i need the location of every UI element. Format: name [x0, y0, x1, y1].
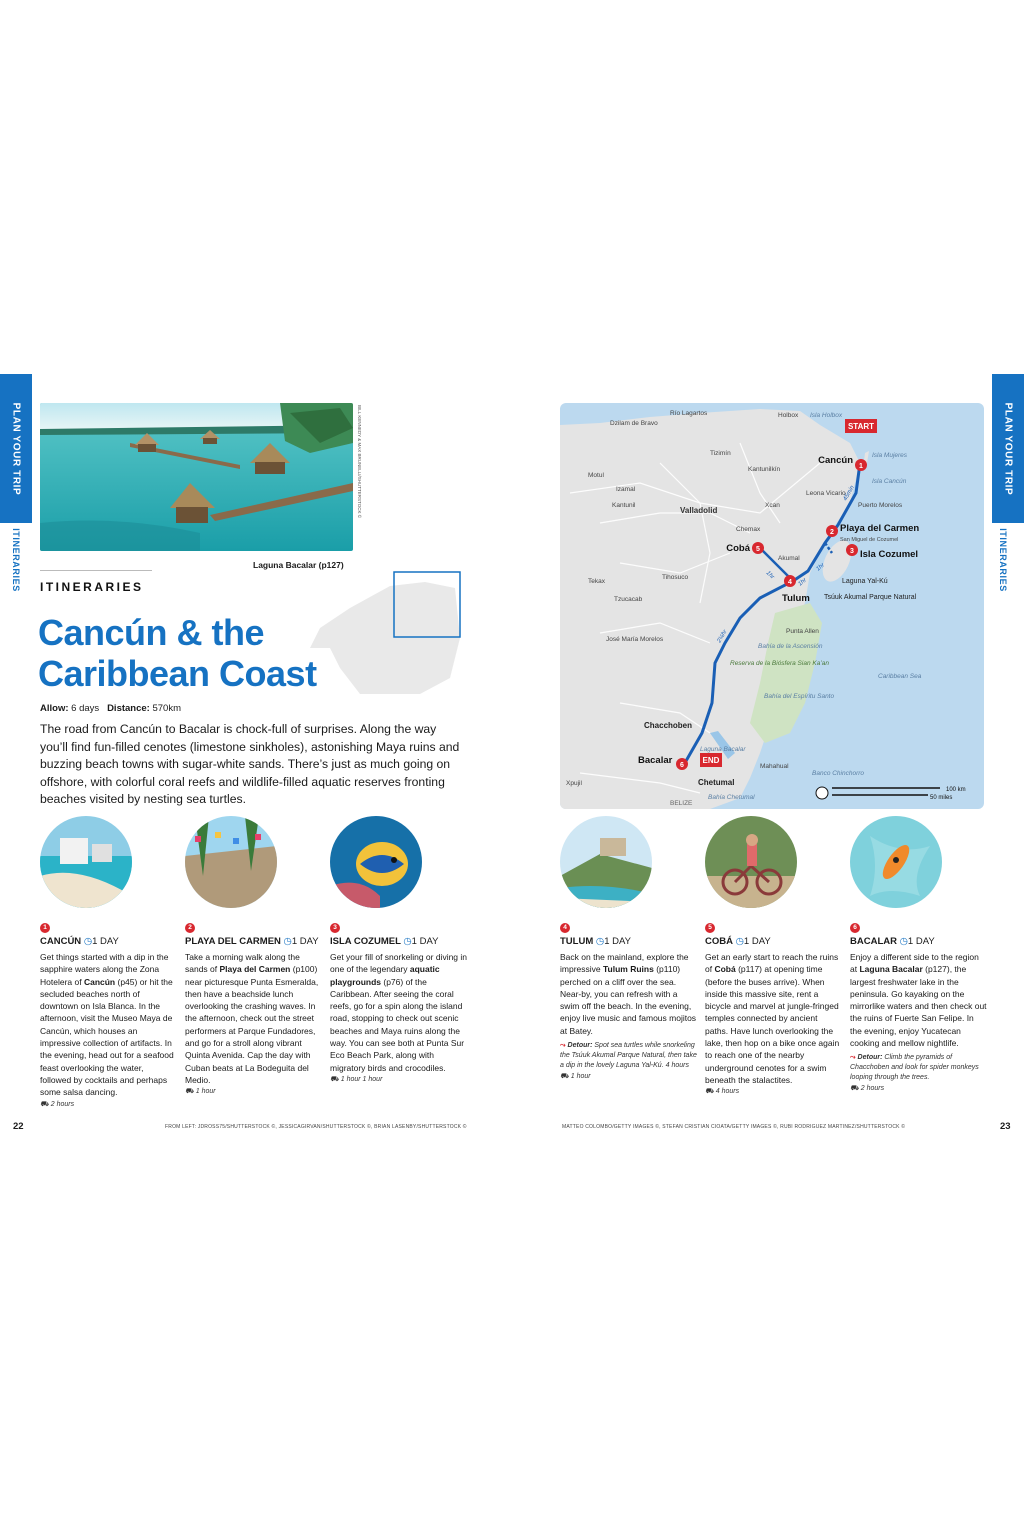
map-place-banco-chinchorro: Banco Chinchorro: [812, 770, 865, 777]
stop-number-badge: 6: [850, 923, 860, 933]
map-place-isla-cancun: Isla Cancún: [872, 478, 907, 485]
stop-heading: [560, 936, 697, 947]
map-place-isla-mujeres: Isla Mujeres: [872, 452, 908, 459]
map-place-akumal: Akumal: [778, 555, 800, 562]
map-stop-1-num: 1: [859, 463, 863, 470]
map-stop-3-num: 3: [850, 548, 854, 555]
stop-heading: [185, 936, 322, 947]
stop-name: TULUM: [560, 936, 594, 947]
map-end-label: END: [702, 756, 720, 765]
map-place-bahia-chetumal: Bahía Chetumal: [708, 794, 755, 801]
route-map: [560, 403, 984, 809]
stop-duration: 1 DAY: [743, 936, 771, 947]
stop-detour: [560, 1041, 697, 1071]
map-place-belize: BELIZE: [670, 800, 693, 807]
stop-travel-time-text: 1 hour: [195, 1088, 216, 1096]
map-place-motul: Motul: [588, 472, 604, 479]
detour-icon: ⤳: [850, 1054, 858, 1062]
stop-name: COBÁ: [705, 936, 733, 947]
map-place-san-miguel: San Miguel de Cozumel: [840, 537, 899, 543]
stop-duration: 1 DAY: [604, 936, 631, 947]
stop-travel-time-text: 2 hours: [860, 1085, 885, 1093]
map-stop-4-num: 4: [788, 579, 792, 586]
stop-number-badge: 2: [185, 923, 195, 933]
cancun-beach-photo: [40, 816, 132, 908]
stop-travel-time: [850, 1084, 987, 1093]
map-place-tihosuco: Tihosuco: [662, 574, 689, 581]
transport-icon: ⛟: [560, 1073, 571, 1081]
map-place-kantunilkin: Kantunilkín: [748, 466, 781, 473]
playa-del-carmen-street-photo: [185, 816, 277, 908]
side-tab-right-label: PLAN YOUR TRIP: [1002, 402, 1014, 495]
transport-icon: ⛟: [40, 1100, 51, 1108]
map-place-bahia-espiritu: Bahía del Espíritu Santo: [764, 693, 835, 700]
bacalar-kayak-photo: [850, 816, 942, 908]
map-stop-5: [726, 542, 764, 554]
clock-icon: ◷: [403, 936, 412, 947]
detour-time: 4 hours: [665, 1062, 689, 1070]
map-place-tsuuk: Tsúuk Akumal Parque Natural: [824, 594, 917, 601]
stop-number-badge: 5: [705, 923, 715, 933]
map-place-yal-ku: Laguna Yal-Kú: [842, 578, 888, 585]
map-place-tekax: Tekax: [588, 578, 605, 585]
map-place-valladolid: Valladolid: [680, 506, 718, 515]
stop-4: [560, 816, 697, 1081]
stop-name: ISLA COZUMEL: [330, 936, 401, 947]
trip-meta: [40, 703, 181, 714]
map-place-puerto-morelos: Puerto Morelos: [858, 502, 903, 509]
clock-icon: ◷: [283, 936, 292, 947]
map-place-mahahual: Mahahual: [760, 763, 789, 770]
detour-text: Spot sea turtles while snorkeling the Tsúuk Akumal Parque Natural, then take a dip in the lovely Laguna Yal-Kú.: [560, 1042, 697, 1070]
allow-value: 6 days: [71, 703, 100, 714]
stop-travel-time-text: 1 hour 1 hour: [340, 1075, 383, 1083]
stop-name: CANCÚN: [40, 936, 82, 947]
map-stop-2-name: Playa del Carmen: [840, 523, 920, 534]
map-stop-1-name: Cancún: [818, 455, 853, 466]
map-stop-5-name: Cobá: [726, 543, 750, 554]
stop-body: Get things started with a dip in the sapphire waters along the Zona Hotelera of Cancún (p45) or hit the secluded beaches north of downtown on Isla Blanca. In the afternoon, visit the Museo Maya de Cancún, which houses an impressive collection of artifacts. In the evening, head out for a seafood feast overlooking the water, followed by cocktails and perhaps some salsa dancing.: [40, 952, 174, 1098]
distance-label: Distance:: [107, 703, 150, 714]
map-place-izamal: Izamal: [616, 486, 636, 493]
map-stop-2-num: 2: [830, 529, 834, 536]
stop-travel-time: [705, 1087, 842, 1096]
transport-icon: ⛟: [185, 1088, 196, 1096]
transport-icon: ⛟: [850, 1085, 861, 1093]
detour-label: Detour:: [857, 1054, 883, 1062]
map-place-chetumal: Chetumal: [698, 778, 735, 787]
photo-credits-left: FROM LEFT: JDROSS75/SHUTTERSTOCK ©, JESSICAGIRVAN/SHUTTERSTOCK ©, BRIAN LASENBY/SHUTTERSTOCK ©: [165, 1124, 467, 1130]
stop-number-badge: 1: [40, 923, 50, 933]
map-place-rio-lagartos: Río Lagartos: [670, 410, 708, 417]
transport-icon: ⛟: [705, 1088, 716, 1096]
stop-name: BACALAR: [850, 936, 897, 947]
clock-icon: ◷: [735, 936, 744, 947]
stop-name: PLAYA DEL CARMEN: [185, 936, 281, 947]
map-leg-4: 1hr: [764, 570, 775, 581]
stop-body: Enjoy a different side to the region at Laguna Bacalar (p127), the largest freshwater lake in the peninsula. Go kayaking on the mirrorlike waters and then check out the ruins of Fuerte San Felipe. In the evening, enjoy Yucatecan cooking and mellow nightlife.: [850, 952, 987, 1049]
map-place-sian-kaan: Reserva de la Biósfera Sian Ka’an: [730, 660, 830, 667]
distance-value: 570km: [152, 703, 181, 714]
stop-travel-time: [560, 1072, 697, 1081]
photo-credits-right: MATTEO COLOMBO/GETTY IMAGES ©, STEFAN CRISTIAN CIOATA/GETTY IMAGES ©, RUBI RODRIGUEZ MARTINEZ/SHUTTERSTOCK ©: [562, 1124, 906, 1130]
map-place-tizimin: Tizimín: [710, 450, 731, 457]
side-tab-left: [0, 374, 32, 523]
side-label-left: ITINERARIES: [11, 528, 21, 592]
map-start-label: START: [847, 422, 875, 431]
map-place-xcan: Xcan: [765, 502, 780, 509]
coba-bicycle-photo: [705, 816, 797, 908]
stop-body: Back on the mainland, explore the impressive Tulum Ruins (p110) perched on a cliff over the sea. Near-by, you can refresh with a swim off the beach. In the evening, enjoy live music and famous mojitos at Batey.: [560, 952, 697, 1036]
map-place-tzucacab: Tzucacab: [614, 596, 643, 603]
map-leg-3: 1hr: [797, 577, 808, 588]
page-number-left: 22: [13, 1121, 24, 1132]
map-leg-2: 1hr: [815, 562, 826, 573]
clock-icon: ◷: [83, 936, 93, 947]
intro-paragraph: The road from Cancún to Bacalar is chock-full of surprises. Along the way you’ll find fun-filled cenotes (limestone sinkholes), astonishing Maya ruins and buzzing beach towns with sugar-white sands. There’s just as much going on offshore, with colorful coral reefs and wildlife-filled aquatic reserves fronting beaches visited by nesting sea turtles.: [40, 722, 460, 806]
map-stop-6-name: Bacalar: [638, 755, 673, 766]
stop-heading: [40, 936, 177, 947]
map-leg-1: 45min: [842, 484, 856, 502]
stop-duration: 1 DAY: [411, 936, 439, 947]
map-place-punta-allen: Punta Allen: [786, 628, 819, 635]
detour-label: Detour:: [567, 1042, 593, 1050]
map-place-holbox: Holbox: [778, 412, 799, 419]
stop-number-badge: 3: [330, 923, 340, 933]
title-line-1: Cancún & the: [38, 612, 265, 653]
detour-icon: ⤳: [560, 1042, 568, 1050]
map-place-isla-holbox: Isla Holbox: [810, 412, 843, 419]
stop-travel-time: [185, 1087, 322, 1096]
tulum-ruins-photo: [560, 816, 652, 908]
page-title: [38, 612, 368, 694]
map-place-caribbean-sea: Caribbean Sea: [878, 673, 922, 680]
stop-duration: 1 DAY: [907, 936, 935, 947]
map-stop-4-name: Tulum: [782, 593, 810, 604]
title-line-2: Caribbean Coast: [38, 653, 317, 694]
side-tab-left-label: PLAN YOUR TRIP: [10, 402, 22, 495]
map-place-dzilam: Dzilam de Bravo: [610, 420, 658, 427]
map-place-jose-maria-morelos: José María Morelos: [606, 636, 664, 643]
map-place-chemax: Chemax: [736, 526, 761, 533]
hero-photo: [40, 403, 353, 551]
map-place-laguna-bacalar: Laguna Bacalar: [700, 746, 746, 753]
map-place-bahia-ascension: Bahía de la Ascensión: [758, 643, 823, 650]
stop-heading: [850, 936, 987, 947]
stop-5: [705, 816, 842, 1096]
stop-2: [185, 816, 322, 1096]
map-place-chacchoben: Chacchoben: [644, 721, 693, 730]
clock-icon: ◷: [899, 936, 908, 947]
stop-duration: 1 DAY: [291, 936, 319, 947]
map-place-xpujil: Xpujil: [566, 780, 582, 787]
stop-body: Get an early start to reach the ruins of Cobá (p117) at opening time (before the buses arrive). When inside this massive site, rent a bicycle and marvel at jungle-fringed temples connected by ancient paths. Have lunch overlooking the lake, then hop on a bike once again to reach one of the nearby underground cenotes for a swim beneath the stalactites.: [705, 952, 840, 1085]
map-place-leona-vicario: Leona Vicario: [806, 490, 846, 497]
allow-label: Allow:: [40, 703, 69, 714]
stop-1: [40, 816, 177, 1109]
page-number-right: 23: [1000, 1121, 1011, 1132]
photo-caption: Laguna Bacalar (p127): [253, 560, 344, 570]
compass-icon: [816, 787, 828, 799]
route-map-svg: [560, 403, 984, 809]
kicker-rule: [40, 570, 152, 571]
detour-text: Climb the pyramids of Chacchoben and look for spider monkeys looping through the trees.: [850, 1054, 979, 1082]
map-stop-6-num: 6: [680, 762, 684, 769]
section-kicker: ITINERARIES: [40, 580, 144, 594]
stop-number-badge: 4: [560, 923, 570, 933]
transport-icon: ⛟: [330, 1075, 341, 1083]
map-stop-5-num: 5: [756, 546, 760, 553]
stop-heading: [705, 936, 842, 947]
stop-travel-time: [40, 1100, 177, 1109]
stop-heading: [330, 936, 467, 947]
map-scale-km: 100 km: [946, 787, 966, 793]
photo-credit: BILL KENNEDY & MAX BRUNELLI/SHUTTERSTOCK ©: [357, 405, 362, 519]
stop-body: Get your fill of snorkeling or diving in one of the legendary aquatic playgrounds (p76) of the Caribbean. After seeing the coral reefs, go for a spin along the island road, stopping to check out scenic beaches and Maya ruins along the way. You can see both at Punta Sur Eco Beach Park, along with migratory birds and crocodiles.: [330, 952, 468, 1073]
map-scale-miles: 50 miles: [930, 795, 953, 801]
stop-6: [850, 816, 987, 1093]
stop-travel-time: [330, 1075, 467, 1084]
stop-3: [330, 816, 467, 1084]
map-place-kantunil: Kantunil: [612, 502, 636, 509]
map-stop-3-name: Isla Cozumel: [860, 549, 919, 560]
stop-duration: 1 DAY: [92, 936, 119, 947]
side-tab-right: [992, 374, 1024, 523]
stop-detour: [850, 1053, 987, 1083]
stop-travel-time-text: 1 hour: [570, 1073, 591, 1081]
clock-icon: ◷: [595, 936, 605, 947]
cozumel-reef-photo: [330, 816, 422, 908]
map-leg-5: 2¼hr: [716, 629, 729, 644]
stop-travel-time-text: 4 hours: [715, 1088, 740, 1096]
stop-travel-time-text: 2 hours: [50, 1100, 75, 1108]
stop-body: Take a morning walk along the sands of Playa del Carmen (p100) near picturesque Punta Esmeralda, then have a beachside lunch overlooking the crashing waves. In the afternoon, check out the street performers at Parque Fundadores, and go for a stroll along vibrant Quinta Avenida. Cap the day with Cuban beats at La Bodeguita del Medio.: [185, 952, 319, 1085]
side-label-right: ITINERARIES: [998, 528, 1008, 592]
